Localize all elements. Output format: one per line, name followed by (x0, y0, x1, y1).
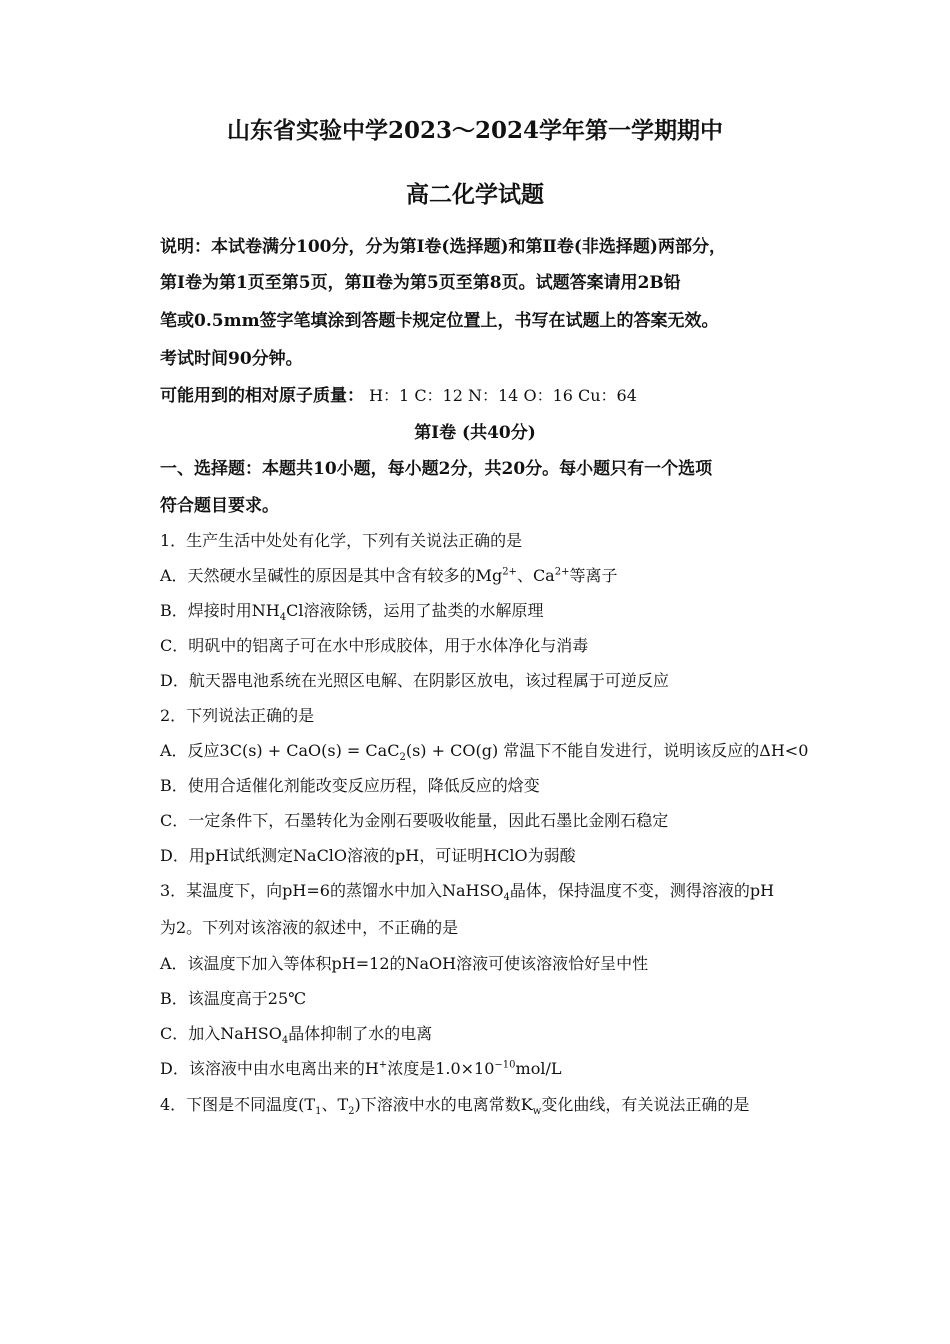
q1-b-text2: Cl溶液除锈，运用了盐类的水解原理 (286, 601, 544, 620)
q4-stem (160, 1092, 750, 1118)
q2-option-a (160, 738, 809, 764)
q1-option-c: C．明矾中的铝离子可在水中形成胶体，用于水体净化与消毒 (160, 636, 589, 655)
q4-stem-text4: 变化曲线，有关说法正确的是 (541, 1095, 750, 1114)
instruction-line-3: 笔或0.5mm签字笔填涂到答题卡规定位置上，书写在试题上的答案无效。 (160, 311, 719, 331)
q1-option-d: D．航天器电池系统在光照区电解、在阴影区放电，该过程属于可逆反应 (160, 671, 669, 690)
q1-a-sup1: 2+ (502, 566, 517, 578)
q1-b-text1: B．焊接时用NH (160, 601, 280, 620)
q4-stem-text2: 、T (321, 1095, 349, 1114)
q3-d-text1: D．该溶液中由水电离出来的H (160, 1059, 379, 1078)
q1-option-a (160, 563, 618, 586)
q3-stem-sub: 4 (503, 892, 510, 904)
q3-stem-line1 (160, 878, 775, 904)
exam-title-line2: 高二化学试题 (406, 181, 544, 208)
q4-stem-text1: 4．下图是不同温度(T (160, 1095, 316, 1114)
instruction-line-4: 考试时间90分钟。 (160, 349, 303, 369)
atomic-mass-label: 可能用到的相对原子质量： (160, 386, 364, 406)
q2-option-d: D．用pH试纸测定NaClO溶液的pH，可证明HClO为弱酸 (160, 846, 576, 865)
q2-a-text2: (s) + CO(g) 常温下不能自发进行，说明该反应的ΔH<0 (405, 741, 809, 760)
atomic-mass-line (160, 381, 637, 406)
q3-c-text1: C．加入NaHSO (160, 1024, 282, 1043)
q3-d-sup2: −10 (494, 1059, 516, 1071)
q1-stem: 1．生产生活中处处有化学，下列有关说法正确的是 (160, 531, 523, 550)
q3-stem-text2: 晶体，保持温度不变，测得溶液的pH (509, 881, 775, 900)
q3-option-b: B．该温度高于25℃ (160, 989, 307, 1008)
q1-a-text3: 等离子 (569, 566, 618, 585)
q1-a-text1: A．天然硬水呈碱性的原因是其中含有较多的Mg (160, 566, 503, 585)
q3-d-sup1: + (378, 1059, 388, 1071)
q4-stem-sub2: 2 (348, 1106, 355, 1118)
q4-stem-text3: )下溶液中水的电离常数K (354, 1095, 533, 1114)
section-heading-line1: 一、选择题：本题共10小题，每小题2分，共20分。每小题只有一个选项 (160, 459, 713, 479)
q1-option-b (160, 598, 544, 624)
q3-option-d (160, 1056, 561, 1079)
instruction-line-1: 说明：本试卷满分100分，分为第Ⅰ卷(选择题)和第Ⅱ卷(非选择题)两部分， (160, 237, 726, 257)
q1-a-text2: 、Ca (516, 566, 555, 585)
section-heading-line2: 符合题目要求。 (160, 496, 279, 516)
q3-option-c (160, 1021, 433, 1047)
section-title: 第Ⅰ卷 (共40分) (414, 423, 536, 443)
q3-d-text2: 浓度是1.0×10 (387, 1059, 495, 1078)
q3-c-sub: 4 (281, 1035, 289, 1047)
q3-d-text3: mol/L (515, 1059, 562, 1078)
atomic-mass-values: H：1 C：12 N：14 O：16 Cu：64 (369, 386, 637, 405)
q2-a-sub: 2 (399, 752, 406, 764)
q3-c-text2: 晶体抑制了水的电离 (288, 1024, 433, 1043)
q2-a-text1: A．反应3C(s) + CaO(s) = CaC (160, 741, 400, 760)
q2-option-b: B．使用合适催化剂能改变反应历程，降低反应的焓变 (160, 776, 540, 795)
q3-stem-line2: 为2。下列对该溶液的叙述中，不正确的是 (160, 918, 459, 937)
q3-option-a: A．该温度下加入等体积pH=12的NaOH溶液可使该溶液恰好呈中性 (160, 954, 649, 973)
exam-title-line1: 山东省实验中学2023～2024学年第一学期期中 (226, 117, 724, 144)
q3-stem-text1: 3．某温度下，向pH=6的蒸馏水中加入NaHSO (160, 881, 504, 900)
q4-stem-sub3: w (532, 1106, 542, 1118)
q2-stem: 2．下列说法正确的是 (160, 706, 315, 725)
q1-a-sup2: 2+ (554, 566, 570, 578)
q4-stem-sub1: 1 (315, 1106, 322, 1118)
q1-b-sub: 4 (279, 612, 287, 624)
instruction-line-2: 第Ⅰ卷为第1页至第5页，第Ⅱ卷为第5页至第8页。试题答案请用2B铅 (160, 273, 681, 293)
q2-option-c: C．一定条件下，石墨转化为金刚石要吸收能量，因此石墨比金刚石稳定 (160, 811, 669, 830)
